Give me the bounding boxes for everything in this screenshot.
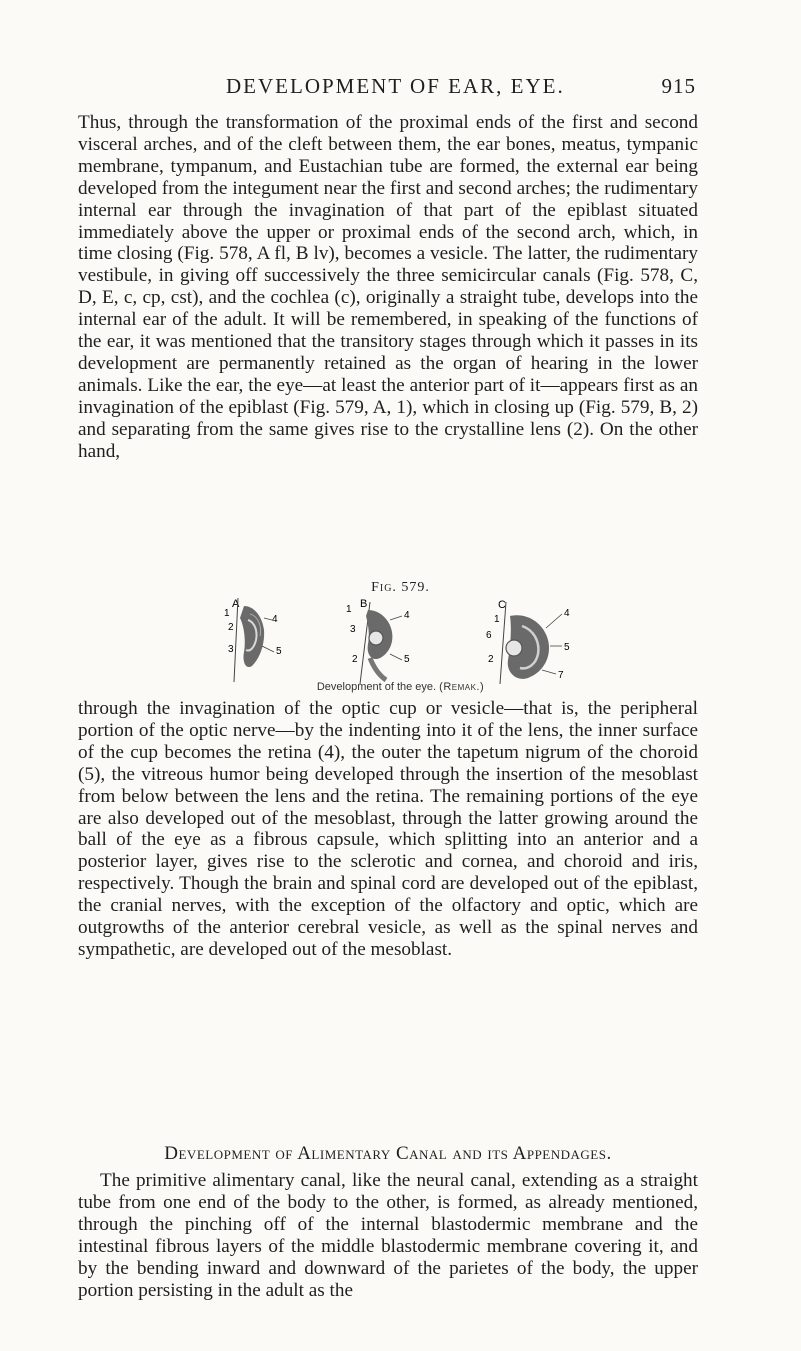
figure-panel-b — [346, 598, 410, 684]
paragraph-ear-development: Thus, through the transformation of the proximal ends of the first and second visceral arches, and of the cleft between them, the ear bones, meatus, tympanic membrane, tympanum, and Eustachian tube are formed, the external ear being developed from the integument near the first and second arches; the rudimentary internal ear through the invagination of that part of the epiblast situated immediately above the upper or proximal ends of the second arch, which, in time closing (Fig. 578, A fl, B lv), becomes a vesicle. The latter, the rudimentary vestibule, in giving off successively the three semicircular canals (Fig. 578, C, D, E, c, cp, cst), and the cochlea (c), originally a straight tube, develops into the internal ear of the adult. It will be remembered, in speaking of the functions of the ear, it was mentioned that the transitory stages through which it passes in its development are permanently retained as the organ of hearing in the lower animals. Like the ear, the eye—at least the anterior part of it—appears first as an invagination of the epiblast (Fig. 579, A, 1), which in closing up (Fig. 579, B, 2) and separating from the same gives rise to the crystalline lens (2). On the other hand, — [78, 112, 698, 462]
panel-letter-c: C — [498, 599, 506, 611]
panel-letter-b: B — [360, 598, 368, 610]
paragraph-eye-development: through the invagination of the optic cup or vesicle—that is, the peripheral portion of the optic nerve—by the indenting into it of the lens, the inner surface of the cup becomes the retina (4), the outer the tapetum nigrum of the choroid (5), the vitreous humor being developed through the insertion of the mesoblast from below between the lens and the retina. The remaining portions of the eye are also developed out of the mesoblast, through the latter growing around the ball of the eye as a fibrous capsule, which splitting into an anterior and a posterior layer, gives rise to the sclerotic and cornea, and choroid and iris, respectively. Though the brain and spinal cord are developed out of the epiblast, the cranial nerves, with the exception of the olfactory and optic, which are outgrowths of the anterior cerebral vesicle, as well as the spinal nerves and sympathetic, are developed out of the mesoblast. — [78, 698, 698, 960]
panel-c-lens-shape — [506, 640, 522, 656]
panel-a-number-1: 1 — [224, 608, 230, 619]
panel-c-number-4: 4 — [564, 608, 570, 619]
panel-letter-a: A — [232, 598, 240, 610]
panel-b-number-4: 4 — [404, 610, 410, 621]
panel-b-lens-shape — [369, 631, 383, 645]
paragraph-alimentary-canal: The primitive alimentary canal, like the neural canal, extending as a straight tube from one end of the body to the other, is formed, as already mentioned, through the pinching off of the internal blastodermic membrane and the intestinal fibrous layers of the middle blastodermic membrane covering it, and by the bending inward and downward of the parietes of the body, the upper portion persisting in the adult as the — [78, 1170, 698, 1301]
eye-development-figure — [210, 596, 590, 686]
panel-c-number-6: 6 — [486, 630, 492, 641]
panel-a-number-5: 5 — [276, 646, 282, 657]
panel-c-number-2: 2 — [488, 654, 494, 665]
panel-b-number-3: 3 — [350, 624, 356, 635]
panel-a-number-3: 3 — [228, 644, 234, 655]
page-number: 915 — [661, 74, 696, 98]
figure-label: Fig. 579. — [371, 580, 430, 595]
figure-caption — [0, 681, 801, 693]
panel-b-number-5: 5 — [404, 654, 410, 665]
panel-c-number-7: 7 — [558, 670, 564, 681]
section-heading: Development of Alimentary Canal and its Appendages. — [164, 1143, 612, 1164]
panel-a-number-2: 2 — [228, 622, 234, 633]
figure-panel-a — [224, 598, 282, 682]
panel-c-number-1: 1 — [494, 614, 500, 625]
panel-b-number-1: 1 — [346, 604, 352, 615]
figure-caption-author: (Remak.) — [439, 681, 485, 693]
panel-b-number-2: 2 — [352, 654, 358, 665]
running-head-title: DEVELOPMENT OF EAR, EYE. — [226, 74, 565, 98]
figure-caption-text: Development of the eye. — [316, 681, 437, 693]
panel-c-number-5: 5 — [564, 642, 570, 653]
figure-panel-c — [486, 599, 570, 684]
panel-a-number-4: 4 — [272, 614, 278, 625]
